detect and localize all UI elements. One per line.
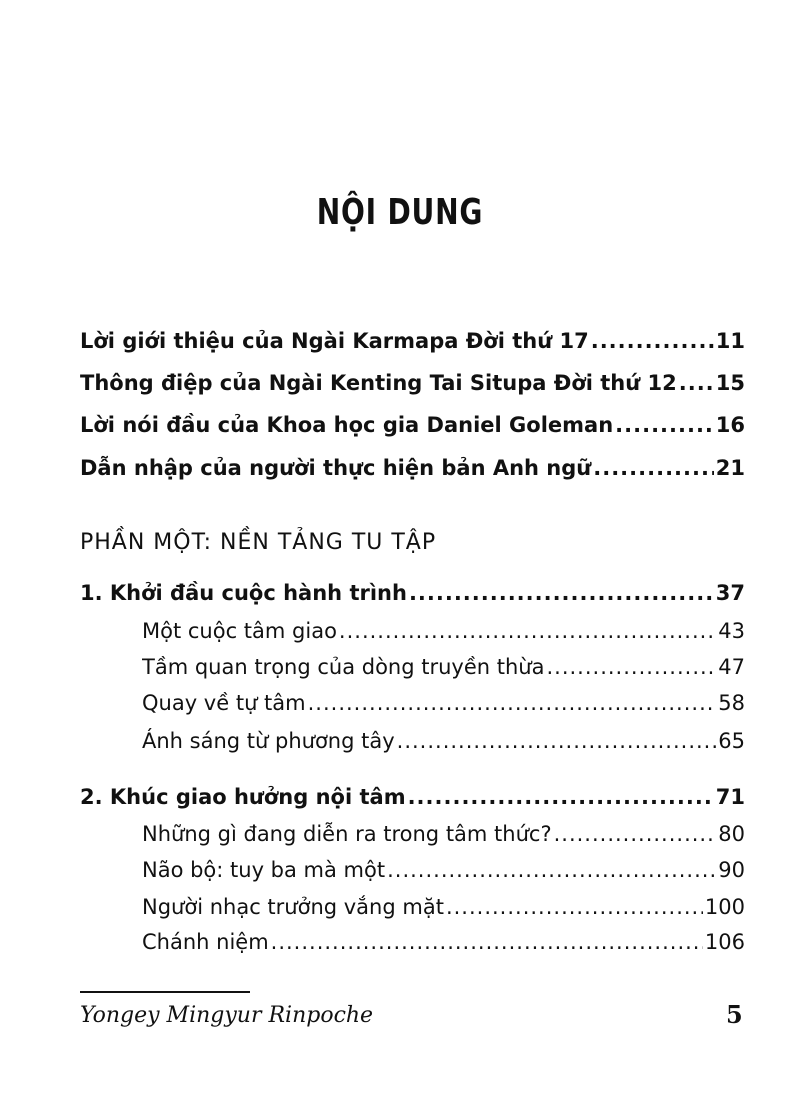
dot-leader: [679, 366, 714, 400]
toc-chapter-2[interactable]: [80, 780, 745, 814]
toc-chapter-page: 37: [715, 581, 745, 605]
toc-entry-page: 15: [715, 371, 745, 395]
toc-section-title: Những gì đang diễn ra trong tâm thức?: [142, 822, 552, 846]
dot-leader: [591, 324, 714, 358]
dot-leader: [554, 817, 717, 851]
toc-section-title: Ánh sáng từ phương tây: [142, 729, 395, 753]
dot-leader: [387, 853, 716, 887]
toc-entry-title: Lời nói đầu của Khoa học gia Daniel Goleman: [80, 413, 614, 437]
toc-section-title: Chánh niệm: [142, 930, 269, 954]
toc-chapter-title: 1. Khởi đầu cuộc hành trình: [80, 581, 407, 605]
toc-section-page: 47: [718, 655, 745, 679]
toc-entry-front-3[interactable]: [80, 408, 745, 442]
toc-section-1-1[interactable]: [142, 614, 745, 648]
toc-section-1-2[interactable]: [142, 650, 745, 684]
toc-chapter-title: 2. Khúc giao hưởng nội tâm: [80, 785, 406, 809]
toc-entry-title: Thông điệp của Ngài Kenting Tai Situpa Đời thứ 12: [80, 371, 677, 395]
toc-section-page: 43: [718, 619, 745, 643]
toc-section-2-4[interactable]: [142, 925, 745, 959]
toc-section-title: Tầm quan trọng của dòng truyền thừa: [142, 655, 545, 679]
dot-leader: [397, 724, 717, 758]
toc-section-page: 58: [718, 691, 745, 715]
toc-entry-front-2[interactable]: [80, 366, 745, 400]
dot-leader: [593, 451, 714, 485]
toc-section-page: 106: [704, 930, 745, 954]
toc-section-title: Quay về tự tâm: [142, 691, 306, 715]
dot-leader: [339, 614, 716, 648]
toc-section-title: Một cuộc tâm giao: [142, 619, 337, 643]
toc-entry-front-4[interactable]: [80, 451, 745, 485]
toc-section-2-2[interactable]: [142, 853, 745, 887]
dot-leader: [409, 576, 714, 610]
toc-entry-title: Lời giới thiệu của Ngài Karmapa Đời thứ 17: [80, 329, 589, 353]
dot-leader: [446, 890, 703, 924]
toc-entry-title: Dẫn nhập của người thực hiện bản Anh ngữ: [80, 456, 592, 480]
toc-section-page: 80: [718, 822, 745, 846]
footer-author: Yongey Mingyur Rinpoche: [80, 1003, 374, 1028]
toc-entry-page: 16: [715, 413, 745, 437]
dot-leader: [308, 686, 717, 720]
toc-entry-page: 11: [715, 329, 745, 353]
footer-rule: [80, 991, 250, 993]
toc-chapter-1[interactable]: [80, 576, 745, 610]
toc-section-1-3[interactable]: [142, 686, 745, 720]
dot-leader: [615, 408, 714, 442]
toc-section-page: 90: [718, 858, 745, 882]
toc-section-1-4[interactable]: [142, 724, 745, 758]
toc-section-2-3[interactable]: [142, 890, 745, 924]
part-heading: PHẦN MỘT: NỀN TẢNG TU TẬP: [80, 530, 437, 555]
toc-chapter-page: 71: [715, 785, 745, 809]
toc-section-2-1[interactable]: [142, 817, 745, 851]
dot-leader: [271, 925, 703, 959]
toc-section-title: Não bộ: tuy ba mà một: [142, 858, 386, 882]
toc-section-page: 65: [718, 729, 745, 753]
footer-page-number: 5: [726, 1000, 743, 1029]
toc-entry-front-1[interactable]: [80, 324, 745, 358]
page-title: NỘI DUNG: [316, 192, 484, 233]
toc-entry-page: 21: [715, 456, 745, 480]
toc-section-page: 100: [704, 895, 745, 919]
toc-section-title: Người nhạc trưởng vắng mặt: [142, 895, 444, 919]
dot-leader: [408, 780, 714, 814]
dot-leader: [546, 650, 716, 684]
